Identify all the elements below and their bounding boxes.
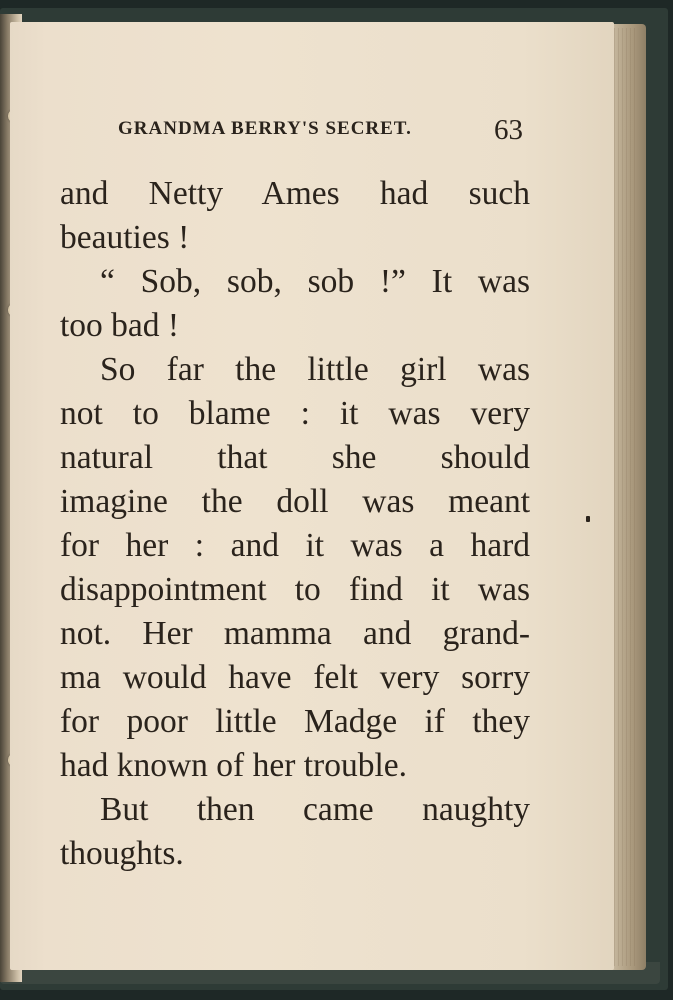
running-head xyxy=(118,114,538,146)
body-text xyxy=(60,172,530,876)
text-line: for her : and it was a hard xyxy=(60,527,530,564)
text-line: But then came naughty xyxy=(100,791,530,828)
text-line: beauties ! xyxy=(60,219,190,256)
text-line: had known of her trouble. xyxy=(60,747,408,784)
text-line: imagine the doll was meant xyxy=(60,483,530,520)
text-line: too bad ! xyxy=(60,307,180,344)
text-line: for poor little Madge if they xyxy=(60,703,530,740)
text-line: not. Her mamma and grand- xyxy=(60,615,530,652)
text-line: and Netty Ames had such xyxy=(60,175,530,212)
text-line: not to blame : it was very xyxy=(60,395,530,432)
ink-speck xyxy=(586,516,590,522)
running-head-title: GRANDMA BERRY'S SECRET. xyxy=(118,118,412,139)
text-line: “ Sob, sob, sob !” It was xyxy=(100,263,530,300)
text-line: natural that she should xyxy=(60,439,530,476)
text-line: disappointment to find it was xyxy=(60,571,530,608)
page-number: 63 xyxy=(494,114,523,146)
text-line: ma would have felt very sorry xyxy=(60,659,530,696)
text-line: So far the little girl was xyxy=(100,351,530,388)
text-line: thoughts. xyxy=(60,835,184,872)
